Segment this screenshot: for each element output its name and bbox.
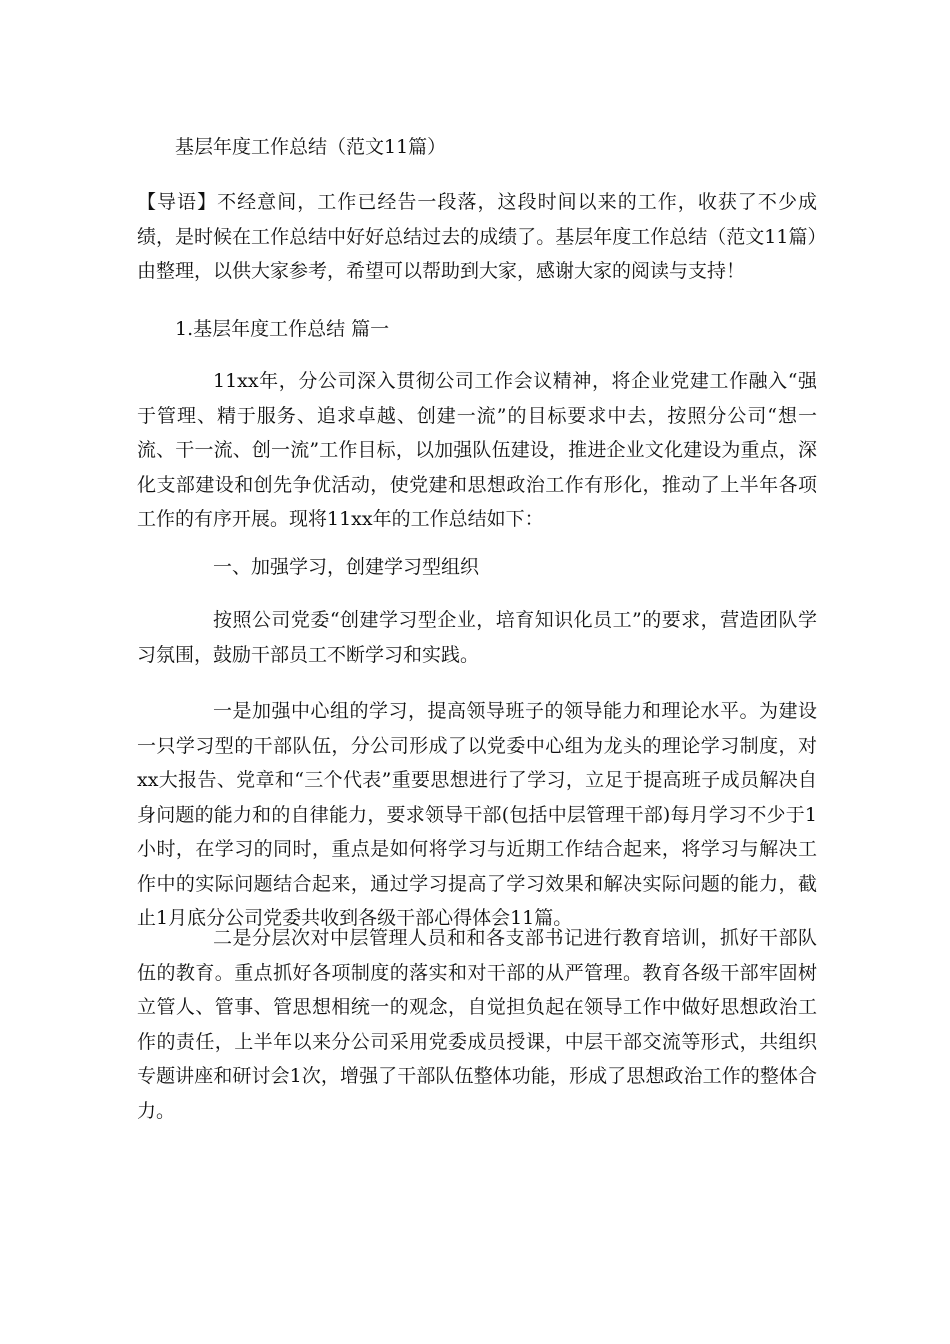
section-heading: 1.基层年度工作总结 篇一: [175, 318, 390, 340]
body-paragraph-4: 二是分层次对中层管理人员和和各支部书记进行教育培训，抓好干部队伍的教育。重点抓好各项制度的落实和对干部的从严管理。教育各级干部牢固树立管人、管事、管思想相统一的观念，自觉担负起在领导工作中做好思想政治工作的责任，上半年以来分公司采用党委成员授课，中层干部交流等形式，共组织专题讲座和研讨会1次，增强了干部队伍整体功能，形成了思想政治工作的整体合力。: [137, 927, 817, 1122]
body-paragraph-1: 11xx年，分公司深入贯彻公司工作会议精神，将企业党建工作融入“强于管理、精于服务、追求卓越、创建一流”的目标要求中去，按照分公司“想一流、干一流、创一流”工作目标，以加强队伍建设，推进企业文化建设为重点，深化支部建设和创先争优活动，使党建和思想政治工作有形化，推动了上半年各项工作的有序开展。现将11xx年的工作总结如下：: [137, 370, 817, 530]
document-title: 基层年度工作总结（范文11篇）: [175, 136, 447, 158]
subheading-1: 一、加强学习，创建学习型组织: [213, 556, 480, 578]
intro-paragraph: 【导语】不经意间，工作已经告一段落，这段时间以来的工作，收获了不少成绩，是时候在工作总结中好好总结过去的成绩了。基层年度工作总结（范文11篇）由整理，以供大家参考，希望可以帮助到大家，感谢大家的阅读与支持！: [137, 191, 817, 282]
body-paragraph-3: 一是加强中心组的学习，提高领导班子的领导能力和理论水平。为建设一只学习型的干部队伍，分公司形成了以党委中心组为龙头的理论学习制度，对xx大报告、党章和“三个代表”重要思想进行了学习，立足于提高班子成员解决自身问题的能力和的自律能力，要求领导干部(包括中层管理干部)每月学习不少于1小时，在学习的同时，重点是如何将学习与近期工作结合起来，将学习与解决工作中的实际问题结合起来，通过学习提高了学习效果和解决实际问题的能力，截止1月底分公司党委共收到各级干部心得体会11篇。: [137, 700, 817, 929]
body-paragraph-2: 按照公司党委“创建学习型企业，培育知识化员工”的要求，营造团队学习氛围，鼓励干部员工不断学习和实践。: [137, 609, 817, 666]
